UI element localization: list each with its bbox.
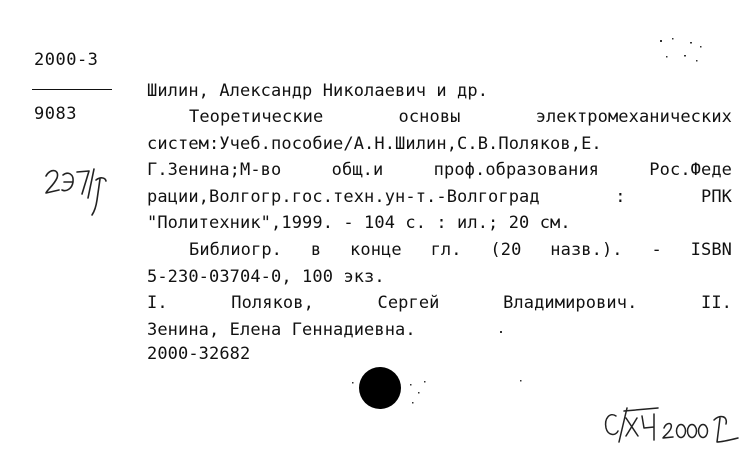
title-line: Теоретические основы электромеханических <box>189 107 732 127</box>
title-line: Г.Зенина;М-во общ.и проф.образования Рос.Феде <box>147 160 732 180</box>
note-line: Библиогр. в конце гл. (20 назв.). - ISBN <box>189 240 732 260</box>
tracing-line: Зенина, Елена Геннадиевна. <box>147 319 416 340</box>
handwritten-code <box>42 160 112 220</box>
notes-block <box>147 237 732 290</box>
title-line: "Политехник",1999. - 104 с. : ил.; 20 см. <box>147 213 571 233</box>
tracings-block <box>147 290 732 343</box>
record-number: 2000-32682 <box>147 344 251 364</box>
punch-hole <box>359 367 401 409</box>
shelf-code: 2000-3 <box>34 50 99 70</box>
title-line: систем:Учеб.пособие/А.Н.Шилин,С.В.Поляков,Е. <box>147 133 602 154</box>
entry-heading <box>147 78 732 105</box>
tracing-line: I. Поляков, Сергей Владимирович. II. <box>147 293 732 313</box>
shelf-divider <box>32 89 112 90</box>
note-line: 5-230-03704-0, 100 экз. <box>147 266 385 287</box>
heading-line: Шилин, Александр Николаевич и др. <box>147 81 489 101</box>
title-block <box>147 104 732 237</box>
handwritten-signature <box>600 398 748 448</box>
title-line: рации,Волгогр.гос.техн.ун-т.-Волгоград : РПК <box>147 186 732 207</box>
inventory-number: 9083 <box>34 104 77 124</box>
record-block <box>147 341 732 368</box>
